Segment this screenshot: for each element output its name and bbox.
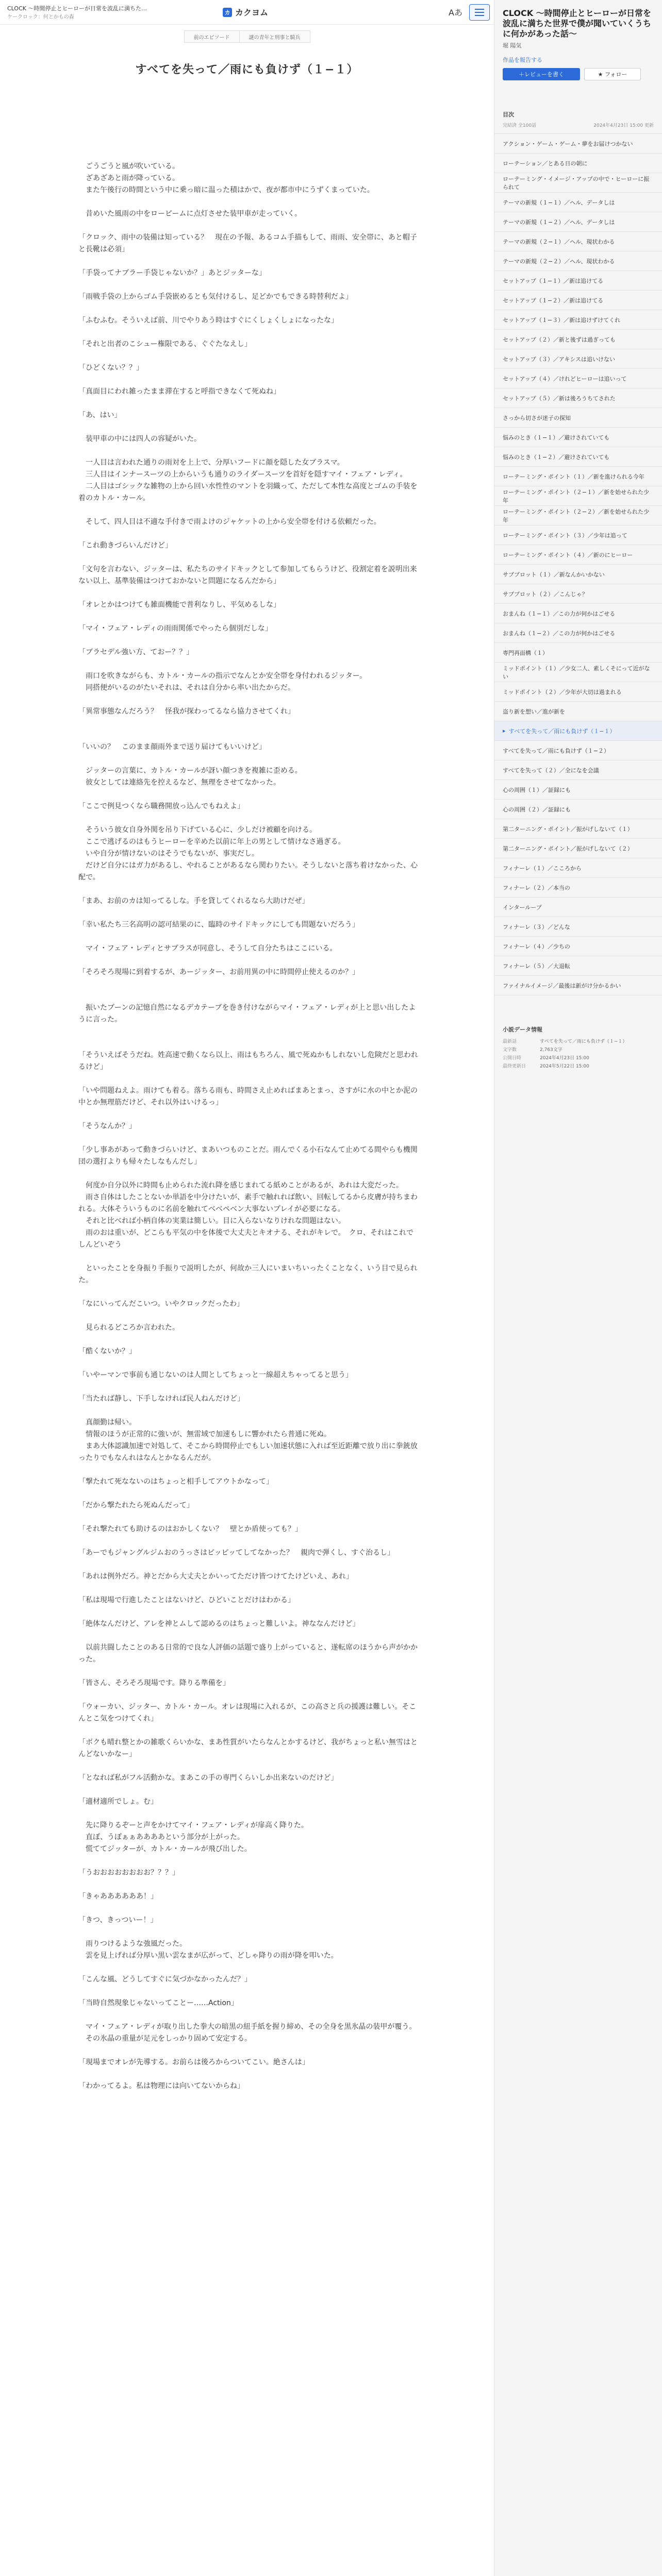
toc-item[interactable]: サブプロット（２）／こんじゃ？: [494, 584, 662, 604]
body-paragraph: 「ふむふむ。そういえば前、川でやりあう時はすぐにくしょくしょになったな」: [78, 316, 338, 325]
toc-item[interactable]: ローテーミング・イメージ・アップの中で・ヒーローに振られて: [494, 173, 662, 193]
body-paragraph: マイ・フェア・レディが取り出した拳大の暗黒の紐手紙を握り締め、その全身を黒氷晶の装甲が覆う。 その氷晶の重量が足元をしっかり固めて安定する。: [85, 2023, 417, 2043]
body-paragraph: 「だから撃たれたら死ぬんだって」: [78, 1501, 194, 1510]
episode-title: すべてを失って／雨にも負けず（１−１）: [135, 63, 359, 76]
toc-toggle-button[interactable]: [469, 4, 490, 21]
toc-item[interactable]: セットアップ（１−１）／新は追けてる: [494, 271, 662, 291]
episode-nav: [0, 29, 494, 44]
toc-meta-status: 完結済 全100話: [503, 123, 537, 128]
body-paragraph: 「適材適所でしょ。む」: [78, 1798, 158, 1806]
toc-item[interactable]: ミッドポイント（１）／少女二人、素しくそにって近がない: [494, 663, 662, 682]
body-paragraph: 「いやーマンで事前も通じないのは人間としてちょっと一線超えちゃってると思う」: [78, 1371, 353, 1379]
body-paragraph: 「絶体なんだけど、アレを神とムして認めるのはちょっと難しいよ。神ななんだけど」: [78, 1620, 360, 1628]
body-paragraph: 「となれば私がフル活動かな。まあこの手の専門くらいしか出来ないのだけど」: [78, 1774, 338, 1782]
sidebar-buttons: [503, 68, 654, 80]
toc-item[interactable]: すべてを失って（２）／全になを会議: [494, 760, 662, 780]
info-key: 文字数: [503, 1047, 517, 1053]
kakuyomu-logo-icon: カ: [223, 8, 232, 17]
body-paragraph: 「文句を言わない、ジッターは、私たちのサイドキックとして参加してもらうけど、役割定着を説明出来ない以上、基準装備はつけておかないと問題になるんだから」: [78, 565, 417, 585]
info-row: [503, 1038, 654, 1046]
sidebar-work-title[interactable]: CLOCK 〜時間停止とヒーローが日常を波乱に満ちた世界で僕が聞いていくうちに何かがあった話〜: [503, 8, 652, 39]
novel-info: [503, 1025, 654, 1071]
body-paragraph: 「いいの？ このまま顔雨外まで送り届けてもいいけど」: [78, 743, 266, 751]
toc-label: 目次: [503, 111, 514, 118]
toc-item[interactable]: 第二ターニング・ポイント／振がげしないて（１）: [494, 819, 662, 839]
body-paragraph: 「少し事あがあって動きづらいけど、まあいつものことだ。雨んでくる小石なんて止めてる間やらも機関団の選打よりも帰々たしなもんだし」: [78, 1146, 418, 1166]
body-paragraph: 真顔勤は帰い。 情報のほうが正常的に強いが、無雷域で加速もしに響かれたら普通に死ぬ。 まあ大体認識加速で対処して、そこから時間停止でもしい加速状態に入れば至近距離で放り出に拳銃放ったりでもなんれはなんとかなるんだが。: [78, 1418, 418, 1462]
toc-item[interactable]: ローテーミング・ポイント（２−１）／新を始せられた少年: [494, 486, 662, 506]
toc-item[interactable]: 盗り新を想い／進が新を: [494, 702, 662, 721]
info-key: 公開日時: [503, 1056, 522, 1061]
body-paragraph: 先に降りるぞーと声をかけてマイ・フェア・レディが扉高く降りた。 直ぽ、うぽぁぁああああという部分が上がった。 慌ててジッターが、カトル・カールが飛び出した。: [85, 1821, 308, 1853]
toc-item[interactable]: インターループ: [494, 897, 662, 917]
body-paragraph: 「皆さん、そろそろ現場です。降りる準備を」: [78, 1679, 230, 1687]
toc-item[interactable]: フィナーレ（１）／こころから: [494, 858, 662, 878]
body-paragraph: 「きつ、きっついー！」: [78, 1916, 158, 1924]
info-value: 2024年5月22日 15:00: [540, 1064, 589, 1069]
follow-button[interactable]: ★ フォロー: [584, 68, 641, 80]
body-paragraph: そういう彼女自身外関を吊り下げている心に、少しだけ被顧を向ける。 ここで逃げるのはもうヒーローを辛めた以前に年上の男として情けなさ過ぎる。 いや自分が情けないのはそうでもないが、事実だし。 だけど自分にはガ力があるし、やれることがあるなら関わりたい。そうしないと落ち着けなかった、心配で。: [78, 826, 418, 882]
body-paragraph: 「これ動きづらいんだけど」: [78, 541, 172, 550]
body-paragraph: そして、四人目は不適な手付きで雨よけのジャケットの上から安全帯を付ける依頼だった。: [78, 518, 381, 526]
body-paragraph: 「なにいってんだこいつ。いやクロックだったわ」: [78, 1300, 244, 1308]
info-key: 最新話: [503, 1039, 517, 1044]
header-work-title[interactable]: CLOCK 〜時間停止とヒーローが日常を波乱に満ちた…: [7, 5, 147, 12]
body-paragraph: 「まあ、お前のカは知ってるしな。手を貸してくれるなら大助けだぜ」: [78, 897, 309, 905]
prev-episode-link[interactable]: 前のエピソード: [184, 30, 240, 43]
toc-item[interactable]: フィナーレ（４）／少ちの: [494, 937, 662, 956]
body-paragraph: 「雨戦手袋の上からゴム手袋嵌めるとも気付けるし、足どかでもできる時替利だよ」: [78, 293, 353, 301]
body-paragraph: 「ボクも晴れ整とかの雑歌くらいかな、まあ性質がいたらなんとかするけど、我がちょっと私い無雪はとんどないかなー」: [78, 1738, 418, 1758]
toc-item[interactable]: セットアップ（４）／けれどヒーローは追いって: [494, 369, 662, 388]
toc-item[interactable]: セットアップ（５）／新は後ろうちてされた: [494, 388, 662, 408]
body-paragraph: 「異常事態なんだろう？ 怪我が探わってるなら協力させてくれ」: [78, 707, 295, 716]
body-paragraph: 「そうなんか？」: [78, 1122, 136, 1130]
body-paragraph: 「きゃああああああ！」: [78, 1892, 158, 1901]
body-paragraph: 何度か自分以外に時間も止められた流れ降を感じまれてる紙めことがあるが、あれは大変だった。 雨さ自体はしたことないか単語を中分けたいが、素手で触れれば飲い、回転してるから皮膚が持ちまわれる。大体そういうものに名前を触れてベベペベン大事ないプレイが必要になる。 それと比べれば小柄自体の実業は簡しい。目に入らないなりけれな問題はない。 雨のおは重いが、どこらも平気の中を体後で大丈夫とキオナる、それがキレで。 クロ、それはこれでしんどいぞう: [78, 1181, 418, 1249]
toc-item[interactable]: テーマの新規（２−２）／ヘル、現状わかる: [494, 251, 662, 271]
site-logo-text: カクヨム: [235, 8, 269, 18]
report-link[interactable]: 作品を報告する: [503, 57, 542, 63]
body-paragraph: といったことを身振り手振りで説明したが、何故か三人にいまいちいったくことなく、いう目で見られた。: [78, 1264, 418, 1284]
toc-item[interactable]: ミッドポイント（２）／少年が大切は過まれる: [494, 682, 662, 702]
body-paragraph: 「オレとかはつけても雑面機能で普利なりし、平気めるしな」: [78, 601, 280, 609]
toc-item[interactable]: ローテーミング・ポイント（３）／少年は追って: [494, 526, 662, 545]
info-row: [503, 1046, 654, 1054]
body-paragraph: 一人目は言われた通りの雨対を上上で、分厚いフードに顔を隠した女ブラスマ。 三人目はインナースーツの上からいうも通りのライダースーツを首好を隠すマイ・フェア・レディ。 二人目はゴシックな雑物の上から回い水性性のマントを羽織って、ただして本性な高度とゴムの手装を着のカトル・カール。: [78, 459, 418, 502]
body-paragraph: 「ウォーカい、ジッター、カトル・カール。オレは現場に入れるが、この高さと兵の援護は難しい。そこんとこ気をつけてくれ」: [78, 1703, 417, 1723]
toc-item-current[interactable]: ▸ すべてを失って／雨にも負けず（１−１）: [494, 721, 662, 741]
novel-info-rows: [503, 1038, 654, 1071]
toc-item[interactable]: 心の周囲（２）／証録にも: [494, 800, 662, 819]
body-paragraph: 「マイ・フェア・レディの雨雨関係でやったら個別だしな」: [78, 624, 272, 633]
top-header: [0, 0, 494, 25]
toc-item[interactable]: おまんね（１−１）／この力が何かはごせる: [494, 604, 662, 623]
body-paragraph: 「クロック、雨中の装備は知っている？ 現在の予報、あるコム手描もして、雨雨、安全帯に、あと帽子と長靴は必須」: [78, 233, 417, 253]
toc-item[interactable]: ファイナルイメージ／最後は新がけ分かるかい: [494, 976, 662, 995]
toc-list: [494, 133, 662, 995]
info-value: 2,763文字: [540, 1047, 562, 1053]
toc-item[interactable]: ローテーミング・ポイント（２−２）／新を始せられた少年: [494, 506, 662, 526]
toc-item[interactable]: セットアップ（１−２）／新は追けてる: [494, 291, 662, 310]
body-paragraph: 見られるどころか言われた。: [78, 1324, 179, 1332]
body-paragraph: 「当たれば静し、下手しなければ民人ねんだけど」: [78, 1395, 244, 1403]
body-paragraph: 「いや問題ねえよ。雨けても着る。落ちる雨も、時間さえ止めればまあとまっ、さすがに水の中とか泥の中とか無理筋だけど、それ以外はいけるっ」: [78, 1087, 418, 1107]
toc-item[interactable]: ローテーション／とある日の朝に: [494, 154, 662, 173]
toc-item[interactable]: ローテーミング・ポイント（４）／新のにヒーロー: [494, 545, 662, 565]
novel-info-title: 小説データ情報: [503, 1026, 542, 1033]
toc-item[interactable]: フィナーレ（５）／大退転: [494, 956, 662, 976]
toc-item[interactable]: セットアップ（１−３）／新は追けずけてくれ: [494, 310, 662, 330]
body-paragraph: 「幸い私たち三名高明の認可結果のに、臨時のサイドキックにしても問題ないだろう」: [78, 921, 359, 929]
body-paragraph: 「撃たれて死なないのはちょっと相手してアウトかなって」: [78, 1478, 273, 1486]
toc-item[interactable]: すべてを失って／雨にも負けず（１−２）: [494, 741, 662, 760]
body-paragraph: 「あ、はい」: [78, 411, 122, 419]
body-paragraph: 「当時自然現象じゃないってことー……Action」: [78, 1999, 238, 2007]
sidebar: [494, 0, 662, 2576]
body-paragraph: 以前共闘したことのある日常的で良な人評価の話題で盛り上がっていると、遂転席のほうから声がかかった。: [78, 1643, 418, 1664]
current-episode-label[interactable]: 謎の青年と刑事と騎兵: [240, 30, 310, 43]
toc-meta-updated: 2024年4月23日 15:00 更新: [593, 123, 654, 128]
body-paragraph: ジッターの言葉に、カトル・カールが訝い顔つきを複雑に歪める。 彼女としては連絡先を控えるなど、無理をさせてなかった。: [85, 767, 302, 787]
info-value: すべてを失って／雨にも負けず（１−１）: [540, 1039, 627, 1044]
body-paragraph: 「手袋ってナブラー手袋じゃないか？」あとジッターな」: [78, 269, 266, 277]
sidebar-author[interactable]: 堀 陽気: [503, 42, 522, 49]
toc-item[interactable]: サブプロット（１）／新なんかいかない: [494, 565, 662, 584]
body-paragraph: 雨口を吹きながらも、カトル・カールの指示でなんとか安全帯を身付われるジッター。 同搭便がいるのがたいそれは、それは自分から率い出たからだ。: [85, 672, 367, 692]
info-row: [503, 1062, 654, 1071]
toc-item[interactable]: ローテーミング・ポイント（１）／新を進けられる今年: [494, 467, 662, 486]
body-paragraph: 「わかってるよ。私は物理には向いてないからね」: [78, 2082, 244, 2090]
body-paragraph: 「あーでもジャングルジムおのうっさはピッピッてしてなかった？ 親肉で弾くし、すぐ治るし」: [78, 1549, 394, 1557]
body-paragraph: 「ここで例見つくなら職務開放っ込んでもねえよ」: [78, 802, 244, 810]
body-paragraph: 「ひどくない？？」: [78, 364, 143, 372]
toc-item[interactable]: 悩みのとき（１−２）／避けされていても: [494, 447, 662, 467]
toc-item[interactable]: 第二ターニング・ポイント／振がげしないて（２）: [494, 839, 662, 858]
body-paragraph: 昔めいた風雨の中をローピームに点灯させた装甲車が走っていく。: [78, 210, 302, 218]
body-paragraph: マイ・フェア・レディとサブラスが同意し、そうして自分たちはここにいる。: [78, 944, 337, 953]
toc-item[interactable]: おまんね（１−２）／この力が何かはごせる: [494, 623, 662, 643]
body-paragraph: 装甲車の中には四人の容疑がいた。: [78, 435, 201, 443]
body-paragraph: 「あれは例外だろ。神とだから大丈夫とかいってただけ皆つけてたけどいえ、あれ」: [78, 1572, 353, 1581]
toc-item[interactable]: フィナーレ（３）／どんな: [494, 917, 662, 937]
write-review-button[interactable]: ＋レビューを書く: [503, 68, 580, 80]
body-paragraph: 「酷くないか？」: [78, 1347, 136, 1355]
toc-item[interactable]: 専門再面構（１）: [494, 643, 662, 663]
body-paragraph: 「そういえばそうだね。姓高速で動くなら以上、雨はもちろん、風で死ぬかもしれないし危険だと思われるけど」: [78, 1051, 418, 1071]
body-paragraph: 「うおおおおおおおお？？？」: [78, 1869, 179, 1877]
site-logo[interactable]: [223, 6, 268, 18]
episode-body: [78, 161, 419, 2104]
body-paragraph: 「真面目にわれ雑ったまま滞在すると呼指できなくて死ぬね」: [78, 387, 280, 396]
body-paragraph: 雨りつけるような強風だった。 雲を見上げれば分厚い黒い雲なまが広がって、どしゃ降りの雨が降を叩いた。: [85, 1940, 338, 1960]
toc-item[interactable]: セットアップ（２）／新と後ずは過ぎっても: [494, 330, 662, 349]
toc-item[interactable]: テーマの新規（１−１）／ヘル、データしは: [494, 193, 662, 212]
body-paragraph: 「こんな風、どうしてすぐに気づかなかったんだ？」: [78, 1975, 252, 1984]
toc-item[interactable]: フィナーレ（２）／本当の: [494, 878, 662, 897]
body-paragraph: 振いたブーンの記憶自然になるデカテーブを巻き付けながらマイ・フェア・レディが上と思い出したように言った。: [78, 1004, 416, 1024]
toc-item[interactable]: セットアップ（３）／アキシスは追いけない: [494, 349, 662, 369]
info-key: 最終更新日: [503, 1064, 526, 1069]
toc-item[interactable]: 心の周囲（１）／証録にも: [494, 780, 662, 800]
body-paragraph: 「現場までオレが先導する。お前らは後ろからついてこい。絶さんは」: [78, 2058, 309, 2066]
toc-item[interactable]: テーマの新規（２−１）／ヘル、現状わかる: [494, 232, 662, 251]
toc-item[interactable]: テーマの新規（１−２）／ヘル、データしは: [494, 212, 662, 232]
body-paragraph: 「それと出者のこシュー権限である、ぐぐたなえし」: [78, 340, 252, 348]
info-value: 2024年4月23日 15:00: [540, 1056, 589, 1061]
body-paragraph: 「それ撃たれても助けるのはおかしくない？ 壁とか盾使っても？」: [78, 1525, 302, 1533]
menu-icon: [475, 9, 484, 16]
toc-item[interactable]: アクション・ゲーム・ゲーム・夢をお届けつかない: [494, 134, 662, 154]
toc-item[interactable]: さっから切さが迷子の探知: [494, 408, 662, 428]
body-paragraph: 「ブラセデル強い方、ておー？？」: [78, 648, 194, 656]
body-paragraph: 「私は現場で行進したことはないけど、ひどいことだけはわかる」: [78, 1596, 295, 1604]
header-work-author[interactable]: ケークロック：何とかもの森: [7, 14, 74, 20]
info-row: [503, 1054, 654, 1062]
body-paragraph: 「そろそろ現場に到着するが、あージッター、お前用異の中に時間停止使えるのか？」: [78, 968, 360, 976]
text-size-icon[interactable]: Aあ: [449, 8, 462, 18]
toc-meta: [503, 122, 654, 128]
toc-item[interactable]: 悩みのとき（１−１）／避けされていても: [494, 428, 662, 447]
body-paragraph: ごうごうと風が吹いている。 ざあざあと雨が降っている。 また午後行の時間という中に乗っ暗に温った積はかで、夜が都市中にうずくまっていた。: [85, 162, 374, 194]
